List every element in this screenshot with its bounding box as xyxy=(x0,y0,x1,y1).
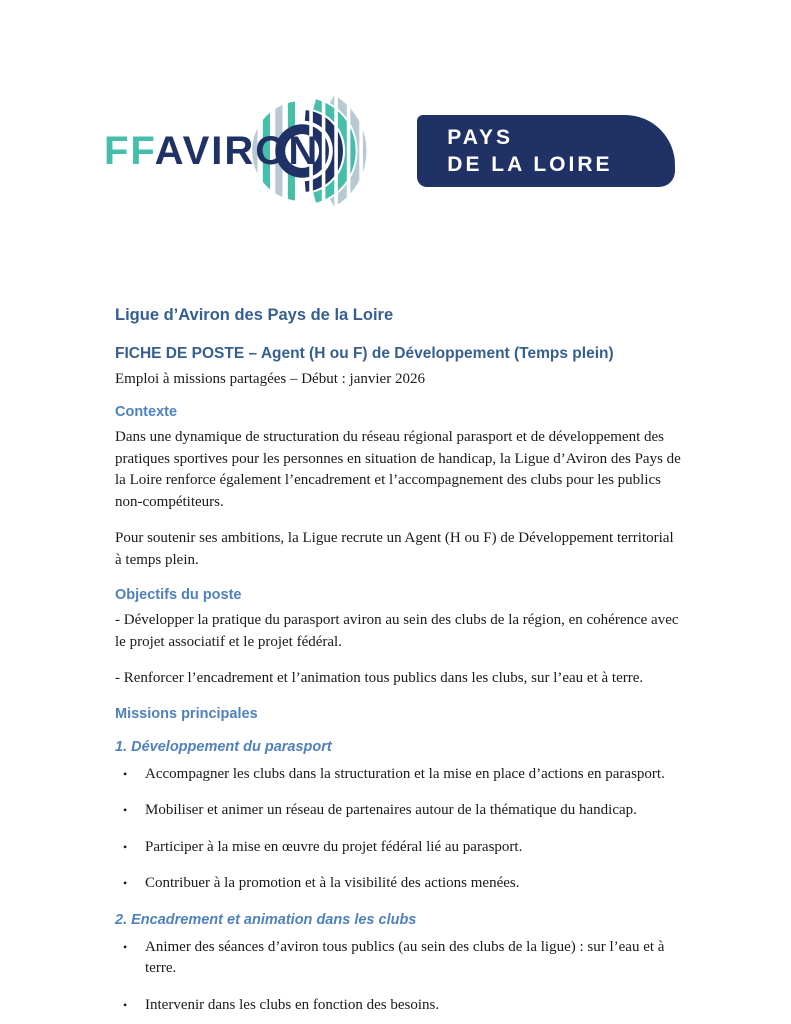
list-item xyxy=(115,764,681,786)
bullet-icon: • xyxy=(123,803,128,817)
bullet-icon: • xyxy=(123,766,128,781)
banner-region-line2: DE LA LOIRE xyxy=(447,153,613,176)
list-item xyxy=(115,937,681,980)
list-item xyxy=(115,837,681,859)
list-item-text: Mobiliser et animer un réseau de partenaires autour de la thématique du handicap. xyxy=(145,802,637,818)
objectif-item-2: - Renforcer l’encadrement et l’animation tous publics dans les clubs, sur l’eau et à terre. xyxy=(115,670,644,686)
mission-group-1-title: 1. Développement du parasport xyxy=(115,738,332,755)
list-item xyxy=(115,873,681,895)
list-item-text: Intervenir dans les clubs en fonction des besoins. xyxy=(145,996,440,1013)
section-heading-objectifs: Objectifs du poste xyxy=(115,587,242,603)
list-item xyxy=(115,995,681,1017)
ffaviron-wordmark xyxy=(104,129,319,174)
section-heading-missions: Missions principales xyxy=(115,705,258,722)
ffaviron-aviron-text: AVIRON xyxy=(154,128,320,173)
ffaviron-ff-text: FF xyxy=(104,128,155,173)
bullet-icon: • xyxy=(123,876,128,890)
ffaviron-logo xyxy=(104,84,401,218)
contexte-paragraph-1: Dans une dynamique de structuration du réseau régional parasport et de développement des pratiques sportives pour les personnes en situation de handicap, la Ligue d’Aviron des Pays de la Loire renforce également l’encadrement et l’accompagnement des clubs pour les publics non-compétiteurs. xyxy=(115,429,681,510)
list-item-text: Participer à la mise en œuvre du projet fédéral lié au parasport. xyxy=(145,838,523,855)
banner-region-line1: PAYS xyxy=(447,125,513,149)
section-heading-contexte: Contexte xyxy=(115,404,178,420)
contexte-paragraph-2: Pour soutenir ses ambitions, la Ligue recrute un Agent (H ou F) de Développement territorial à temps plein. xyxy=(115,530,674,568)
list-item-text: Animer des séances d’aviron tous publics (au sein des clubs de la ligue) : sur l’eau et à terre. xyxy=(145,938,665,976)
mission-group-2-title: 2. Encadrement et animation dans les clubs xyxy=(115,911,417,928)
list-item-text: Accompagner les clubs dans la structuration et la mise en place d’actions en parasport. xyxy=(145,765,665,782)
list-item xyxy=(115,800,681,822)
mission-group-1-list xyxy=(115,764,681,895)
list-item-text: Contribuer à la promotion et à la visibilité des actions menées. xyxy=(145,875,520,891)
logo-header xyxy=(104,85,675,217)
bullet-icon: • xyxy=(123,939,128,954)
job-meta-line: Emploi à missions partagées – Début : janvier 2026 xyxy=(115,371,425,387)
mission-group-2-list xyxy=(115,937,681,1017)
objectif-item-1: - Développer la pratique du parasport aviron au sein des clubs de la région, en cohérence avec le projet associatif et le projet fédéral. xyxy=(115,612,679,650)
document-content xyxy=(115,306,681,1016)
bullet-icon: • xyxy=(123,997,128,1012)
bullet-icon: • xyxy=(123,839,128,854)
job-posting-subtitle: FICHE DE POSTE – Agent (H ou F) de Développement (Temps plein) xyxy=(115,345,614,362)
pays-de-la-loire-banner xyxy=(417,115,675,187)
page-title: Ligue d’Aviron des Pays de la Loire xyxy=(115,306,394,324)
